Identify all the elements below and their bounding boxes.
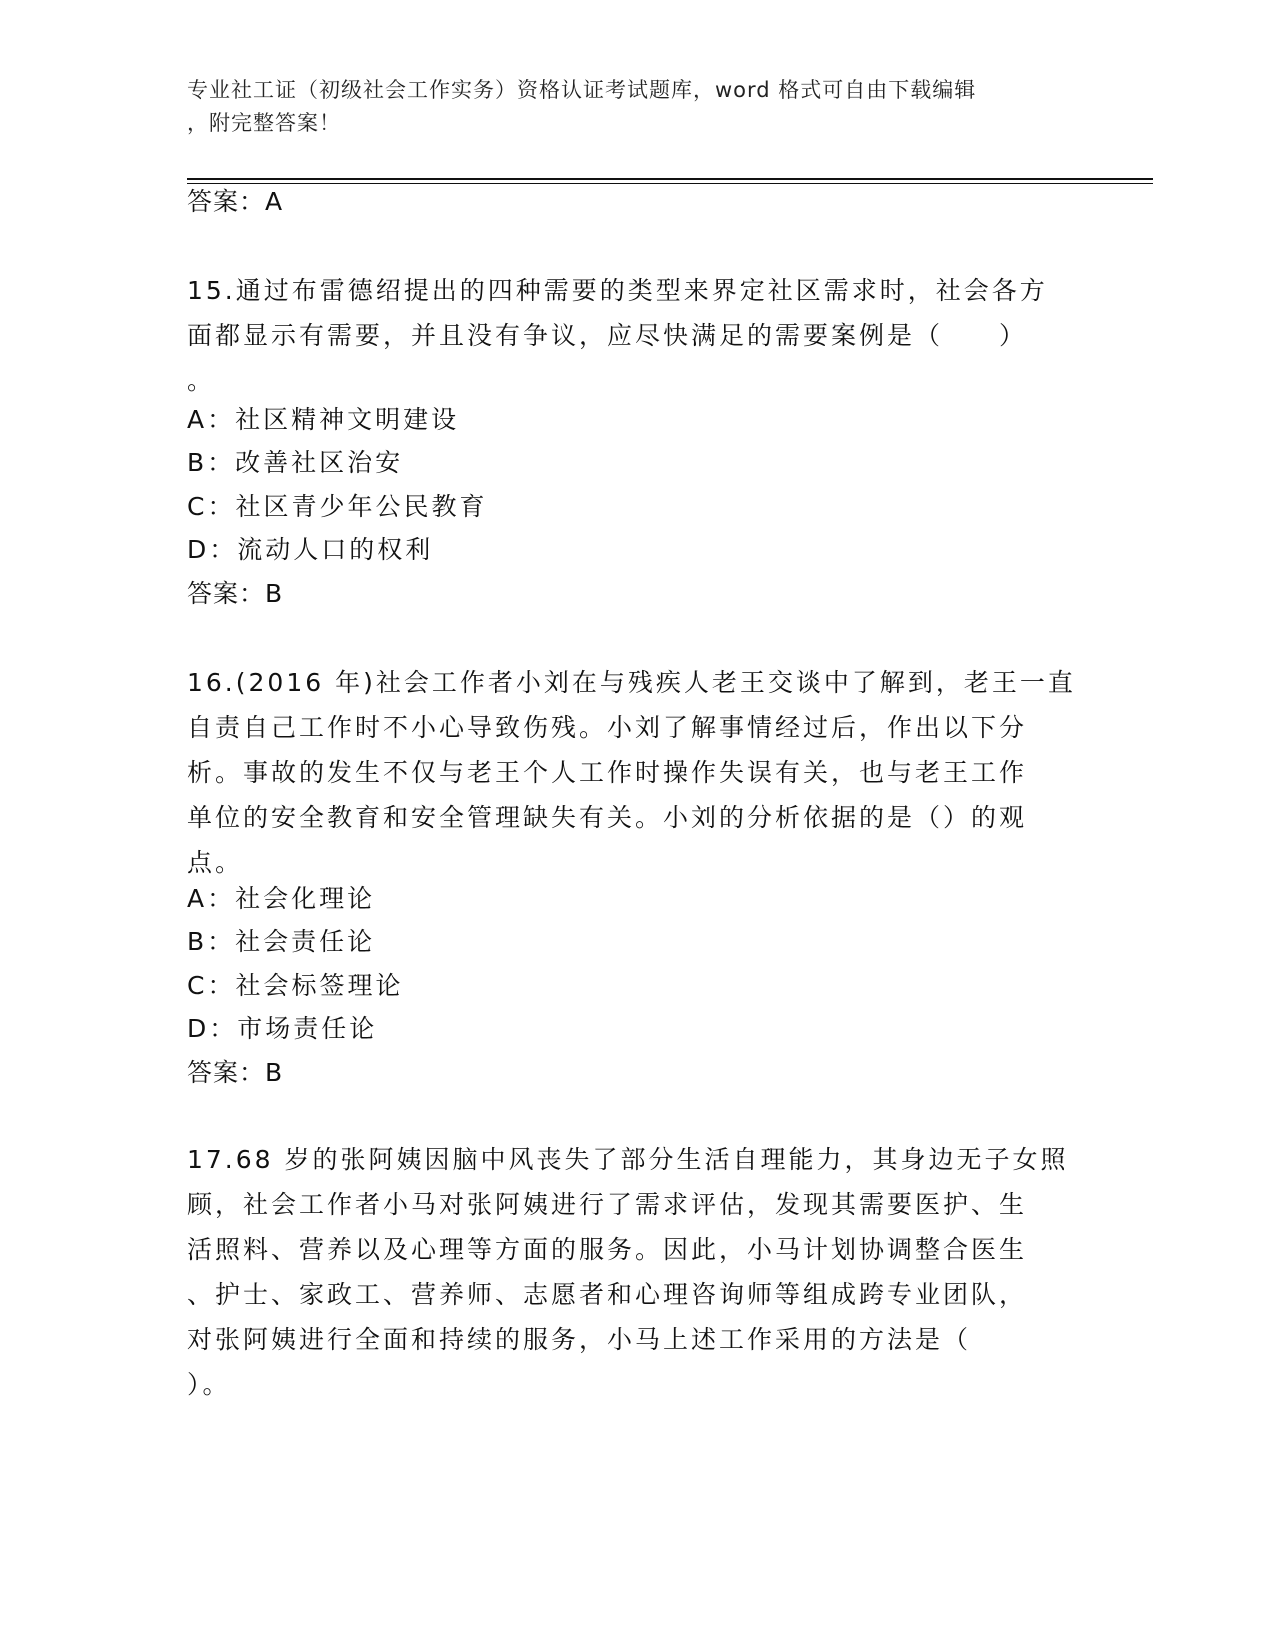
- option-a: A：社区精神文明建设: [187, 405, 460, 434]
- question-text-line: 面都显示有需要，并且没有争议，应尽快满足的需要案例是（ ）: [187, 321, 1028, 350]
- question-text-line: 、护士、家政工、营养师、志愿者和心理咨询师等组成跨专业团队，: [187, 1280, 1028, 1309]
- option-d: D：流动人口的权利: [187, 535, 434, 564]
- question-text-line: 析。事故的发生不仅与老王个人工作时操作失误有关，也与老王工作: [187, 758, 1028, 787]
- question-text-line: 。: [187, 366, 216, 395]
- page-header: [187, 74, 1087, 140]
- header-line: 专业社工证（初级社会工作实务）资格认证考试题库，word 格式可自由下载编辑: [187, 78, 977, 102]
- option-c: C：社区青少年公民教育: [187, 492, 488, 521]
- answer-label: 答案：: [187, 187, 266, 216]
- option-d: D：市场责任论: [187, 1014, 378, 1043]
- question-text-line: 顾，社会工作者小马对张阿姨进行了需求评估，发现其需要医护、生: [187, 1190, 1028, 1219]
- answer-value: A: [265, 187, 284, 216]
- option-c: C：社会标签理论: [187, 971, 404, 1000]
- question-text-line: 16.(2016 年)社会工作者小刘在与残疾人老王交谈中了解到，老王一直: [187, 668, 1076, 697]
- answer-value: B: [265, 579, 284, 608]
- question-16: [187, 660, 1087, 885]
- question-text-line: 点。: [187, 848, 244, 877]
- question-text-line: 对张阿姨进行全面和持续的服务，小马上述工作采用的方法是（: [187, 1325, 972, 1354]
- question-text-line: 自责自己工作时不小心导致伤残。小刘了解事情经过后，作出以下分: [187, 713, 1028, 742]
- question-17: [187, 1137, 1087, 1407]
- header-rule-thin: [187, 183, 1153, 184]
- answer-label: 答案：: [187, 1058, 266, 1087]
- header-line: ，附完整答案！: [187, 111, 341, 135]
- answer-line: [187, 186, 283, 218]
- answer-line: [187, 1057, 283, 1089]
- option-a: A：社会化理论: [187, 884, 376, 913]
- question-text-line: 15.通过布雷德绍提出的四种需要的类型来界定社区需求时，社会各方: [187, 276, 1048, 305]
- option-b: B：社会责任论: [187, 927, 376, 956]
- option-b: B：改善社区治安: [187, 448, 404, 477]
- answer-label: 答案：: [187, 579, 266, 608]
- question-text-line: 活照料、营养以及心理等方面的服务。因此，小马计划协调整合医生: [187, 1235, 1028, 1264]
- question-text-line: 17.68 岁的张阿姨因脑中风丧失了部分生活自理能力，其身边无子女照: [187, 1145, 1069, 1174]
- question-15: [187, 268, 1087, 403]
- answer-value: B: [265, 1058, 284, 1087]
- header-rule-thick: [187, 178, 1153, 180]
- answer-line: [187, 578, 283, 610]
- question-text-line: ）。: [187, 1370, 231, 1399]
- question-text-line: 单位的安全教育和安全管理缺失有关。小刘的分析依据的是（）的观: [187, 803, 1028, 832]
